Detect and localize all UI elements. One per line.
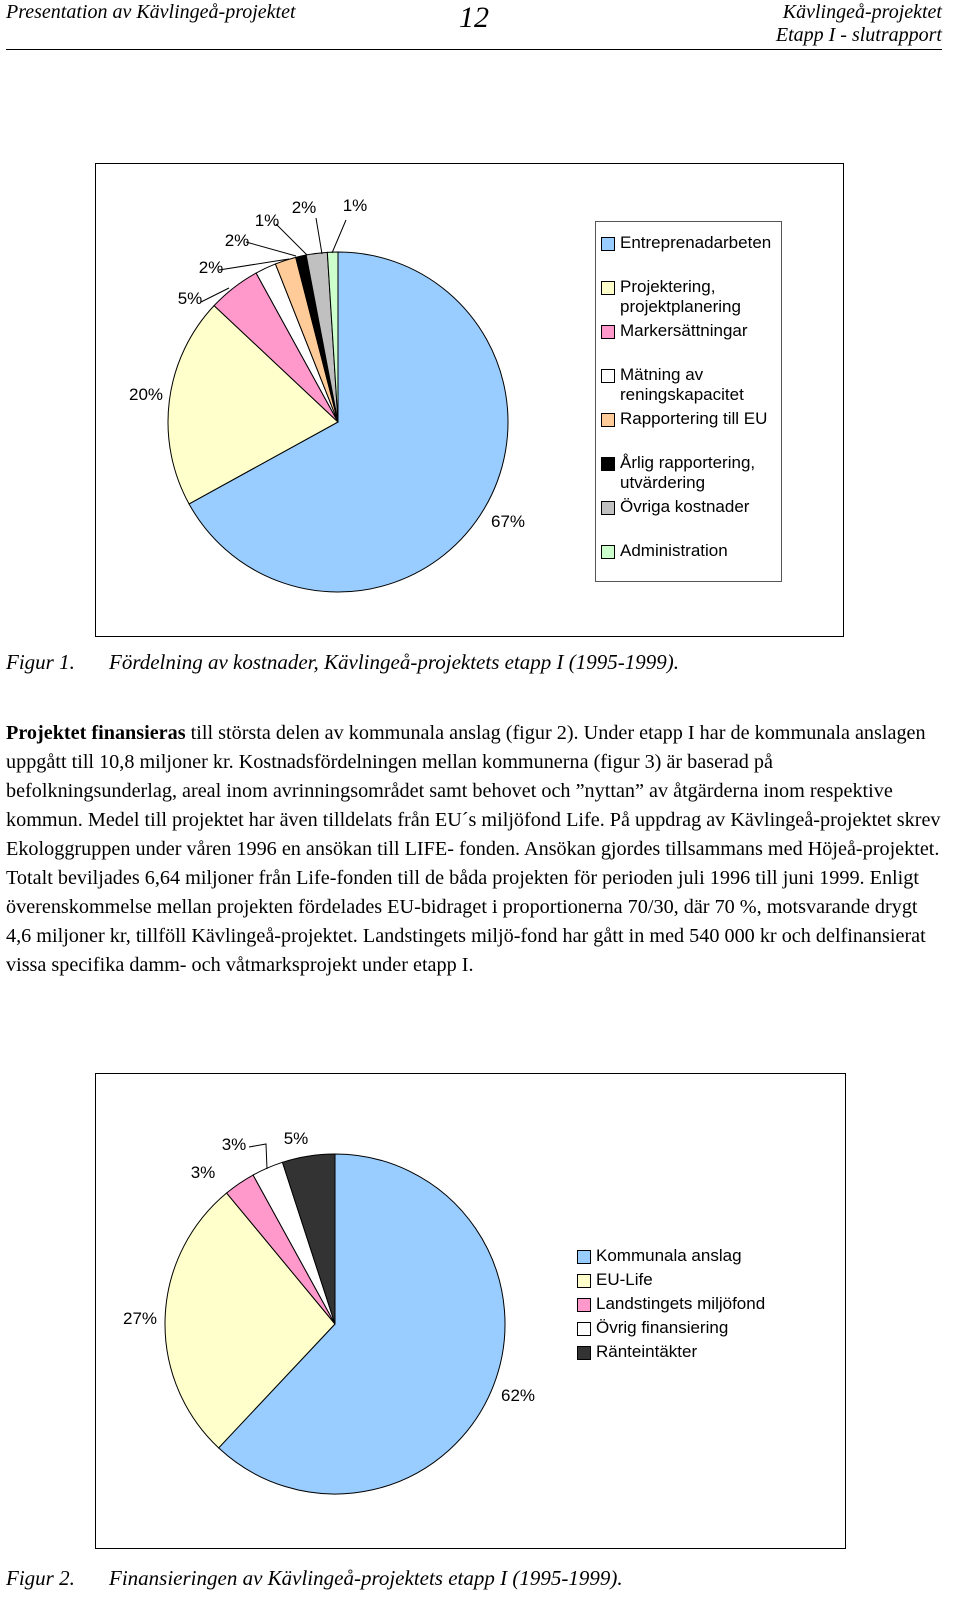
figure-1-data-label-2: 20%	[128, 385, 164, 404]
figure-1-legend-swatch-5	[601, 413, 615, 427]
figure-1-legend-label-5: Rapportering till EU	[620, 409, 768, 428]
figure-2-data-label-2: 27%	[122, 1309, 158, 1328]
figure-2-legend-label-5: Ränteintäkter	[596, 1342, 698, 1361]
figure-1-legend-label-2: Projektering,	[620, 277, 716, 296]
page-number: 12	[459, 1, 489, 34]
figure-1-leader-line-5	[246, 242, 296, 256]
figure-1-legend-swatch-2	[601, 281, 615, 295]
figure-1-legend-label-4-line2: reningskapacitet	[620, 385, 744, 404]
figure-1-caption-number: Figur 1.	[6, 650, 75, 674]
figure-2-legend-swatch-2	[577, 1274, 591, 1288]
figure-2-legend-label-2: EU-Life	[596, 1270, 653, 1289]
figure-1-data-label-7: 2%	[291, 198, 317, 217]
figure-2-data-label-4: 3%	[221, 1135, 247, 1154]
figure-1-legend-swatch-6	[601, 457, 615, 471]
figure-1-legend-label-1: Entreprenadarbeten	[620, 233, 772, 252]
figure-1-data-label-8: 1%	[342, 196, 368, 215]
figure-1-legend-label-6: Årlig rapportering,	[620, 453, 756, 472]
figure-1-data-label-6: 1%	[254, 211, 280, 230]
figure-1-legend-swatch-4	[601, 369, 615, 383]
figure-2-legend-swatch-5	[577, 1346, 591, 1360]
figure-2-legend-swatch-4	[577, 1322, 591, 1336]
header-divider	[6, 49, 942, 50]
header-report-name: Etapp I - slutrapport	[775, 24, 942, 46]
figure-1-legend	[595, 221, 782, 582]
figure-2-legend-label-1: Kommunala anslag	[596, 1246, 742, 1265]
figure-2-legend-swatch-3	[577, 1298, 591, 1312]
header-right	[776, 1, 942, 47]
figure-2-caption-text: Finansieringen av Kävlingeå-projektets etapp I (1995-1999).	[109, 1566, 623, 1590]
figure-1-legend-label-3: Markersättningar	[620, 321, 748, 340]
figure-1-leader-line-8	[332, 220, 346, 253]
figure-1-legend-swatch-8	[601, 545, 615, 559]
figure-2-data-label-3: 3%	[190, 1163, 216, 1182]
figure-1-legend-label-8: Administration	[620, 541, 728, 560]
figure-1-legend-swatch-1	[601, 237, 615, 251]
header-project-name: Kävlingeå-projektet	[782, 1, 942, 23]
figure-1-data-label-1: 67%	[490, 512, 526, 531]
figure-2-legend-label-4: Övrig finansiering	[596, 1318, 729, 1337]
figure-1-data-label-4: 2%	[198, 258, 224, 277]
figure-1-legend-label-7: Övriga kostnader	[620, 497, 750, 516]
figure-1-caption-text: Fördelning av kostnader, Kävlingeå-projektets etapp I (1995-1999).	[109, 650, 679, 674]
paragraph-lead: Projektet finansieras	[6, 722, 186, 744]
body-paragraph	[6, 719, 941, 980]
header-title: Presentation av Kävlingeå-projektet	[6, 1, 296, 23]
figure-1-legend-swatch-7	[601, 501, 615, 515]
figure-1-data-label-5: 2%	[224, 231, 250, 250]
figure-2-chart	[95, 1073, 846, 1549]
figure-2-caption-number: Figur 2.	[6, 1566, 75, 1590]
figure-1-leader-line-7	[316, 218, 322, 254]
figure-1-legend-swatch-3	[601, 325, 615, 339]
figure-2-legend-swatch-1	[577, 1250, 591, 1264]
figure-2-legend-label-3: Landstingets miljöfond	[596, 1294, 766, 1313]
figure-1-data-label-3: 5%	[177, 289, 203, 308]
figure-2-leader-line-4	[249, 1144, 267, 1169]
figure-1-legend-label-2-line2: projektplanering	[620, 297, 741, 316]
figure-1-legend-label-6-line2: utvärdering	[620, 473, 706, 492]
figure-1-legend-label-4: Mätning av	[620, 365, 704, 384]
figure-2-data-label-1: 62%	[500, 1386, 536, 1405]
figure-2-legend	[571, 1240, 774, 1372]
paragraph-text: till största delen av kommunala anslag (figur 2). Under etapp I har de kommunala anslagen uppgått till 10,8 miljoner kr. Kostnadsfördelningen mellan kommunerna (figur 3) är baserad på befolkningsunderlag, areal inom avrinningsområdet samt behovet och ”nyttan” av åtgärderna inom respektive kommun. Medel till projektet har även tilldelats från EU´s miljöfond Life. På uppdrag av Kävlingeå-projektet skrev Ekologgruppen under våren 1996 en ansökan till LIFE- fonden. Ansökan gjordes tillsammans med Höjeå-projektet. Totalt beviljades 6,64 miljoner från Life-fonden till de båda projekten för perioden juli 1996 till juni 1999. Enligt överenskommelse mellan projekten fördelades EU-bidraget i proportionerna 70/30, där 70 %, motsvarande drygt 4,6 miljoner kr, tillföll Kävlingeå-projektet. Landstingets miljö-fond har gått in med 540 000 kr och delfinansierat vissa specifika damm- och våtmarksprojekt under etapp I.	[6, 722, 941, 976]
figure-1-chart	[95, 163, 844, 637]
figure-2-data-label-5: 5%	[283, 1129, 309, 1148]
